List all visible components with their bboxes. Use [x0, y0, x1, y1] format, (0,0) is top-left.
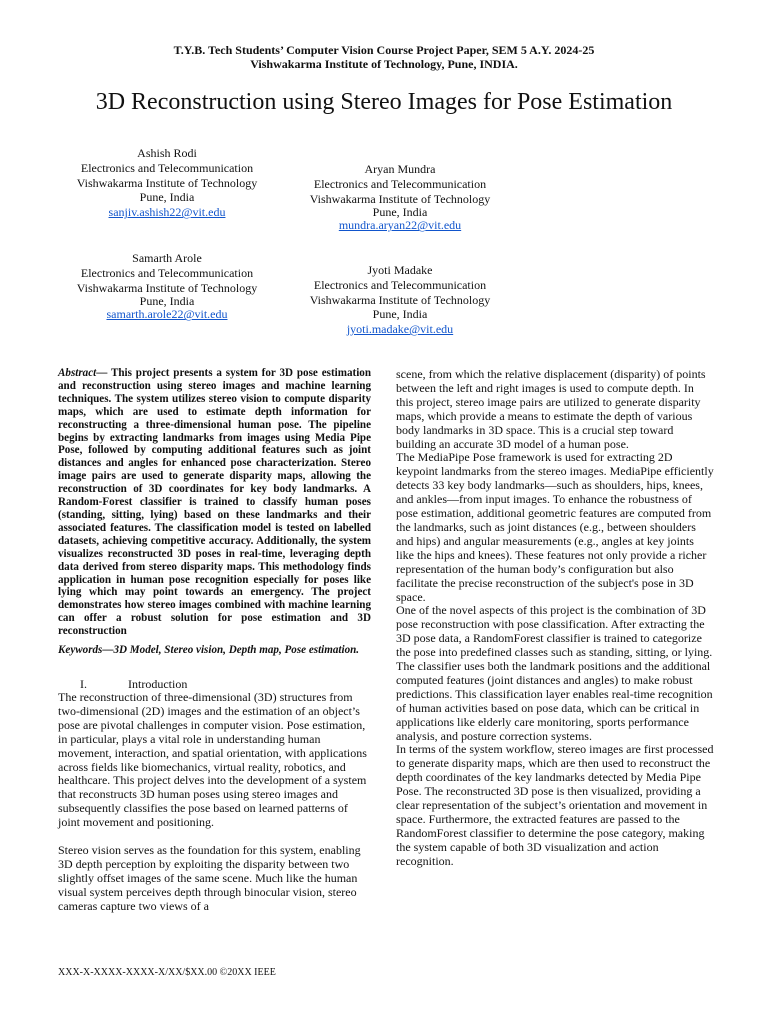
- body-paragraph: In terms of the system workflow, stereo images are first processed to generate disparity maps, which are then used to reconstruct the depth coordinates of the key landmarks detected by Media Pipe Pose. The reconstructed 3D pose is then visualized, providing a clear representation of the subject’s orientation and movement in space. Furthermore, the extracted features are passed to the RandomForest classifier to determine the pose category, making the system capable of both 3D visualization and action recognition.: [396, 742, 714, 868]
- author-department: Electronics and Telecommunication: [313, 176, 487, 191]
- author-name: Samarth Arole: [132, 251, 202, 265]
- abstract: [58, 367, 371, 638]
- body-paragraph: Stereo vision serves as the foundation for this system, enabling 3D depth perception by exploiting the disparity between two slightly offset images of the same scene. Much like the human visual system perceives depth through binocular vision, stereo cameras capture two views of a: [58, 842, 361, 913]
- abstract-text: — This project presents a system for 3D pose estimation and reconstruction using stereo images and machine learning techniques. The system utilizes stereo vision to compute disparity maps, which are used to estimate depth information for reconstructing a three-dimensional human pose. The pipeline begins by extracting landmarks from images using Media Pipe Pose, followed by computing additional features such as joint distances and angles for enhanced pose characterization. Stereo image pairs are used to generate disparity maps, allowing the reconstruction of 3D coordinates for key body landmarks. A Random-Forest classifier is trained to classify human poses (standing, sitting, lying) based on these landmarks and their associated features. The classification model is tested on labelled datasets, achieving competitive accuracy. Additionally, the system visualizes reconstructed 3D poses in real-time, leveraging depth data derived from stereo disparity maps. This methodology finds application in human pose recognition especially for poses like lying which may point towards an emergency. The project demonstrates how stereo images combined with machine learning can offer a robust solution for pose estimation and 3D reconstruction: [58, 367, 371, 638]
- author-city: Pune, India: [139, 190, 195, 205]
- abstract-label: Abstract: [58, 367, 97, 379]
- body-paragraph: One of the novel aspects of this project is the combination of 3D pose reconstruction with pose classification. After extracting the 3D pose data, a RandomForest classifier is trained to categorize the pose into predefined classes such as standing, sitting, or lying. The classifier uses both the landmark positions and the additional computed features (joint distances and angles) to make robust predictions. This classification layer enables real-time recognition of human activities based on pose data, which can be critical in applications like elderly care monitoring, sports performance analysis, and posture correction systems.: [396, 603, 713, 743]
- author-city: Pune, India: [139, 294, 195, 309]
- author-block: [47, 146, 287, 220]
- author-city: Pune, India: [372, 205, 428, 220]
- copyright-footer: XXX-X-XXXX-XXXX-X/XX/$XX.00 ©20XX IEEE: [58, 967, 276, 978]
- conference-header-line2: Vishwakarma Institute of Technology, Pune, INDIA.: [250, 57, 518, 71]
- author-institute: Vishwakarma Institute of Technology: [309, 191, 491, 206]
- author-email-link[interactable]: mundra.aryan22@vit.edu: [338, 218, 462, 233]
- author-block: [280, 162, 520, 233]
- body-paragraph: The reconstruction of three-dimensional (3D) structures from two-dimensional (2D) images and the estimation of an object’s pose are pivotal challenges in computer vision. Pose estimation, in particular, plays a vital role in understanding human movement, interaction, and spatial orientation, with applications across fields like biomechanics, virtual reality, robotics, and healthcare. This project delves into the development of a system that reconstructs 3D human poses using stereo images and subsequently classifies the pose based on learned patterns of joint movement and positioning.: [58, 690, 367, 830]
- author-email-link[interactable]: samarth.arole22@vit.edu: [106, 307, 228, 322]
- author-block: [280, 263, 520, 337]
- author-city: Pune, India: [372, 307, 428, 322]
- paper-title: 3D Reconstruction using Stereo Images for Pose Estimation: [95, 89, 673, 115]
- body-paragraph: scene, from which the relative displacement (disparity) of points between the left and right images is used to compute depth. In this project, stereo image pairs are utilized to generate disparity maps, which provide a means to estimate the depth of various body landmarks in 3D space. This is a crucial step toward building an accurate 3D model of a human pose.: [396, 367, 706, 451]
- author-institute: Vishwakarma Institute of Technology: [76, 175, 258, 190]
- author-email-link[interactable]: jyoti.madake@vit.edu: [346, 322, 454, 337]
- author-department: Electronics and Telecommunication: [80, 265, 254, 280]
- author-institute: Vishwakarma Institute of Technology: [76, 280, 258, 295]
- keywords: Keywords—3D Model, Stereo vision, Depth map, Pose estimation.: [58, 644, 360, 656]
- author-name: Jyoti Madake: [367, 263, 433, 277]
- author-name: Ashish Rodi: [137, 146, 197, 160]
- author-department: Electronics and Telecommunication: [313, 277, 487, 292]
- author-email-link[interactable]: sanjiv.ashish22@vit.edu: [108, 205, 226, 220]
- author-institute: Vishwakarma Institute of Technology: [309, 292, 491, 307]
- section-title: Introduction: [128, 677, 188, 691]
- section-number: I.: [80, 677, 87, 691]
- author-name: Aryan Mundra: [364, 162, 436, 176]
- introduction-left-column: [58, 691, 371, 913]
- body-paragraph: The MediaPipe Pose framework is used for extracting 2D keypoint landmarks from the stereo images. MediaPipe efficiently detects 33 key body landmarks—such as shoulders, hips, knees, and ankles—from input images. To enhance the robustness of pose estimation, additional geometric features are computed from the landmarks, such as joint distances (e.g., between shoulders and hips) and angular measurements (e.g., angles at key joints like the hips and knees). These features not only provide a richer representation of the human body’s configuration but also facilitate the precise reconstruction of the subject's pose in 3D space.: [396, 450, 714, 604]
- author-department: Electronics and Telecommunication: [80, 160, 254, 175]
- author-block: [47, 251, 287, 322]
- conference-header-line1: T.Y.B. Tech Students’ Computer Vision Course Project Paper, SEM 5 A.Y. 2024-25: [173, 43, 595, 57]
- introduction-right-column: [396, 368, 714, 869]
